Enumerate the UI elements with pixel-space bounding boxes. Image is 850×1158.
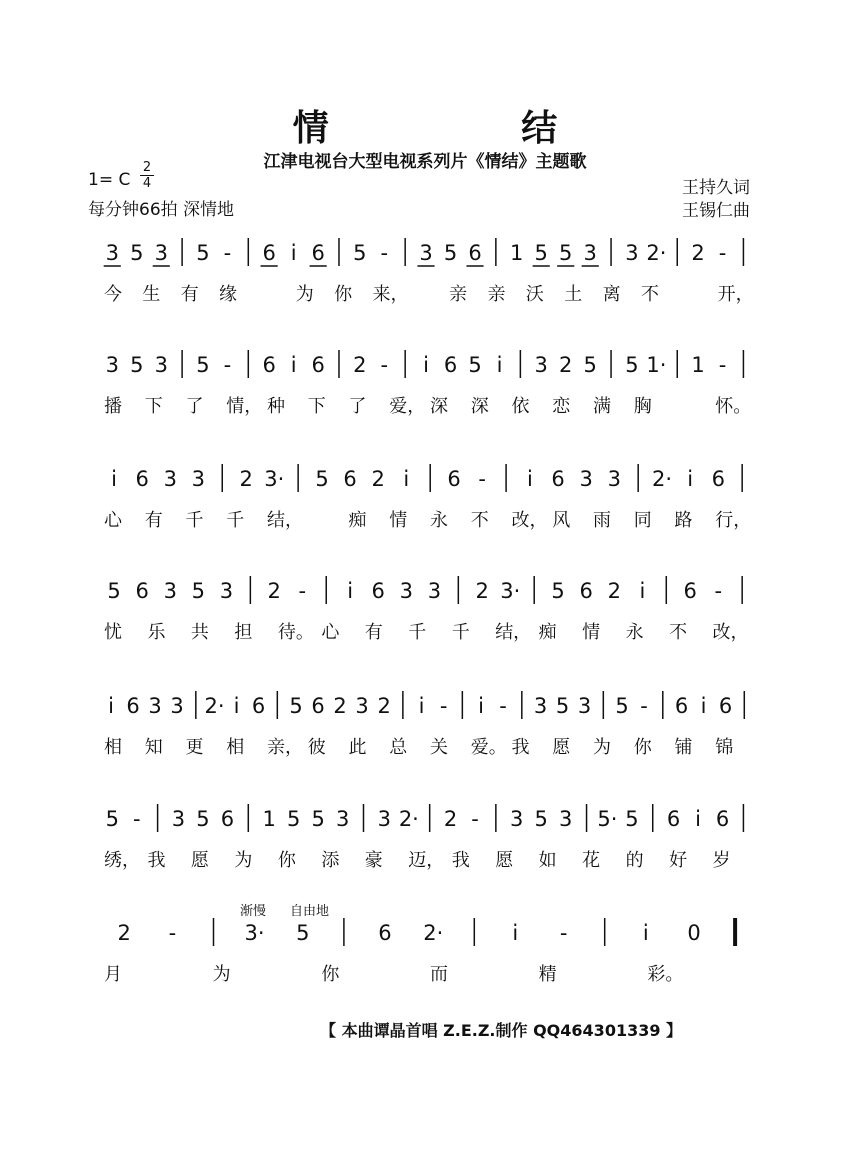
note: i (639, 579, 646, 603)
note: 1 (262, 807, 276, 831)
lyric-syllable: 下 (144, 396, 163, 417)
note: 5 (311, 807, 325, 831)
note: i (496, 353, 503, 377)
note: 2· (398, 807, 419, 831)
lyric-syllable: 为 (234, 850, 253, 871)
note: 3 (377, 807, 392, 831)
note: 2· (423, 921, 444, 945)
note: 1 (510, 241, 524, 265)
note: 6 (262, 241, 276, 265)
lyric-syllable: 痴 (348, 510, 367, 531)
note: 5 (315, 467, 329, 491)
note: 3 (105, 353, 119, 377)
note: 3· (500, 579, 521, 603)
note: 3 (171, 807, 186, 831)
note: 3 (335, 807, 350, 831)
lyric-syllable: 播 (104, 396, 122, 417)
note: 5 (196, 353, 210, 377)
lyric-syllable: 彼 (307, 737, 326, 758)
lyric-syllable: 情 (582, 622, 601, 643)
lyric-syllable: 共 (190, 622, 209, 643)
lyric-syllable: 千 (226, 510, 245, 531)
note: 1 (691, 353, 705, 377)
note: 5 (583, 353, 597, 377)
lyric-syllable: 添 (321, 850, 340, 871)
note: - (499, 694, 507, 718)
lyric-syllable: 为 (212, 964, 231, 985)
lyric-syllable: 沃 (525, 284, 544, 305)
lyric-syllable: 开， (717, 284, 754, 305)
lyric-syllable: 雨 (593, 510, 611, 531)
lyric-syllable: 不 (669, 622, 688, 643)
note: 6 (718, 694, 733, 718)
lyric-syllable: 来， (372, 284, 409, 305)
note: 6 (674, 694, 689, 718)
lyric-syllable: 不 (640, 284, 659, 305)
note: 3 (163, 467, 177, 491)
note: 3 (191, 467, 206, 491)
lyric-syllable: 永 (625, 622, 644, 643)
lyric-syllable: 岁 (712, 850, 731, 871)
note: 2· (652, 467, 673, 491)
lyricist-credit: 王持久词 (682, 178, 750, 198)
note: 2 (607, 579, 621, 603)
note: 5 (625, 807, 639, 831)
note: 5 (286, 807, 301, 831)
tempo-marking: 每分钟66拍 深情地 (88, 200, 235, 220)
note: 3 (579, 467, 593, 491)
lyric-syllable: 而 (430, 964, 448, 985)
note: 2· (646, 241, 667, 265)
lyric-syllable: 忧 (104, 622, 122, 643)
note: i (418, 694, 425, 718)
note: 6 (126, 694, 140, 718)
lyric-syllable: 离 (602, 284, 621, 305)
note: 6 (711, 467, 725, 491)
ritardando-marking: 渐慢 (240, 904, 267, 919)
lyric-syllable: 待。 (277, 622, 314, 643)
note: 5 (615, 694, 629, 718)
note: 6 (135, 467, 149, 491)
note: 5 (289, 694, 303, 718)
lyric-syllable: 关 (430, 737, 448, 758)
note: 5 (551, 579, 565, 603)
note: - (380, 241, 389, 265)
lyric-syllable: 路 (674, 510, 693, 531)
note: - (718, 353, 727, 377)
note: 2 (475, 579, 489, 603)
note: i (290, 241, 297, 265)
note: 5 (296, 921, 310, 945)
lyric-syllable: 风 (552, 510, 571, 531)
song-title: 情 结 (292, 108, 648, 149)
note: 3 (105, 241, 119, 265)
note: 5· (597, 807, 618, 831)
note: 5 (534, 241, 548, 265)
note: 5 (353, 241, 367, 265)
note: 3· (264, 467, 285, 491)
lyric-syllable: 亲， (267, 737, 303, 758)
lyric-syllable: 相 (104, 737, 122, 758)
credits-footer: 【 本曲谭晶首唱 Z.E.Z.制作 QQ464301339 】 (320, 1021, 683, 1040)
lyric-syllable: 绣， (104, 850, 140, 871)
lyric-syllable: 亲 (487, 284, 506, 305)
note: 3 (559, 807, 573, 831)
note: 3 (577, 694, 592, 718)
lyric-syllable: 乐 (147, 622, 166, 643)
note: - (132, 807, 141, 831)
note: 6 (311, 694, 325, 718)
note: i (695, 807, 701, 831)
lyric-syllable: 更 (185, 737, 204, 758)
lyric-syllable: 千 (185, 510, 204, 531)
note: - (223, 241, 232, 265)
lyric-syllable: 心 (104, 510, 122, 531)
note: 6 (262, 353, 276, 377)
note: 5 (196, 807, 210, 831)
note: 3 (154, 353, 168, 377)
lyric-syllable: 恋 (552, 396, 571, 417)
note: i (233, 694, 240, 718)
lyric-syllable: 缘 (219, 284, 238, 305)
lyric-syllable: 深 (430, 396, 448, 417)
lyric-syllable: 行， (715, 510, 752, 531)
lyric-syllable: 锦 (715, 737, 734, 758)
note: i (478, 694, 484, 718)
lyric-syllable: 月 (104, 964, 122, 985)
lyric-syllable: 知 (144, 737, 163, 758)
lyric-syllable: 情， (226, 396, 263, 417)
note: 6 (683, 579, 697, 603)
note: 5 (555, 694, 570, 718)
lyric-syllable: 精 (538, 964, 557, 985)
lyric-syllable: 不 (470, 510, 489, 531)
note: 6 (343, 467, 357, 491)
note: 6 (579, 579, 593, 603)
note: - (718, 241, 727, 265)
lyric-syllable: 好 (669, 850, 688, 871)
note: 6 (447, 467, 461, 491)
note: 5 (534, 807, 548, 831)
note: i (290, 353, 297, 377)
note: - (439, 694, 448, 718)
key-signature: 1= C (88, 170, 131, 190)
note: 2· (204, 694, 225, 718)
note: 3 (355, 694, 369, 718)
lyric-syllable: 你 (277, 850, 296, 871)
note: 3 (399, 579, 414, 603)
lyric-syllable: 改， (712, 622, 749, 643)
note: 5 (191, 579, 206, 603)
lyric-syllable: 种 (267, 396, 285, 417)
note: - (168, 921, 177, 945)
note: 2 (443, 807, 458, 831)
note: i (403, 467, 410, 491)
lyric-syllable: 生 (142, 284, 161, 305)
note: 2 (377, 694, 391, 718)
note: 6 (371, 579, 385, 603)
note: 5 (468, 353, 482, 377)
note: - (559, 921, 568, 945)
lyric-syllable: 痴 (538, 622, 557, 643)
lyric-syllable: 愿 (552, 737, 571, 758)
lyric-syllable: 千 (408, 622, 427, 643)
note: i (527, 467, 533, 491)
time-signature-bottom: 4 (142, 176, 152, 191)
lyric-syllable: 你 (321, 964, 340, 985)
lyric-syllable: 有 (364, 622, 383, 643)
lyric-syllable: 为 (593, 737, 611, 758)
note: 2 (559, 353, 573, 377)
lyric-syllable: 此 (348, 737, 367, 758)
note: - (298, 579, 307, 603)
note: 6 (551, 467, 565, 491)
note: - (714, 579, 723, 603)
lyric-syllable: 心 (321, 622, 340, 643)
lyric-syllable: 的 (625, 850, 644, 871)
lyric-syllable: 为 (295, 284, 314, 305)
note: i (687, 467, 694, 491)
note: 2 (353, 353, 367, 377)
note: 3 (533, 694, 548, 718)
lyric-syllable: 怀。 (715, 396, 752, 417)
lyric-syllable: 愿 (190, 850, 209, 871)
lyric-syllable: 我 (511, 737, 530, 758)
note: 5 (107, 579, 121, 603)
note: - (223, 353, 232, 377)
note: - (380, 353, 389, 377)
note: 2 (333, 694, 347, 718)
note: i (642, 921, 649, 945)
note: 5 (559, 241, 573, 265)
note: 6 (311, 241, 325, 265)
note: 2 (371, 467, 385, 491)
lyric-syllable: 改， (511, 510, 548, 531)
lyric-syllable: 千 (451, 622, 470, 643)
note: i (700, 694, 707, 718)
song-subtitle: 江津电视台大型电视系列片《情结》主题歌 (263, 152, 587, 172)
lyric-syllable: 了 (348, 396, 367, 417)
note: 6 (378, 921, 392, 945)
note: 6 (220, 807, 235, 831)
note: 3 (148, 694, 162, 718)
lyric-syllable: 胸 (633, 396, 652, 417)
lyric-syllable: 相 (226, 737, 245, 758)
note: 3· (244, 921, 265, 945)
note: 2 (239, 467, 253, 491)
note: 3 (219, 579, 234, 603)
note: 5 (443, 241, 458, 265)
ad-libitum-marking: 自由地 (290, 904, 330, 919)
lyric-syllable: 今 (104, 284, 122, 305)
lyric-syllable: 结， (495, 622, 532, 643)
lyric-syllable: 有 (144, 510, 163, 531)
lyric-syllable: 爱。 (470, 737, 507, 758)
lyric-syllable: 情 (389, 510, 408, 531)
note: 3 (170, 694, 184, 718)
note: i (111, 467, 117, 491)
note: 3 (163, 579, 177, 603)
lyric-syllable: 我 (147, 850, 166, 871)
note: 0 (687, 921, 701, 945)
note: 2 (267, 579, 281, 603)
composer-credit: 王锡仁曲 (682, 201, 750, 221)
note: i (423, 353, 429, 377)
note: 5 (105, 807, 119, 831)
lyric-syllable: 我 (451, 850, 470, 871)
note: 6 (311, 353, 325, 377)
note: 3 (534, 353, 548, 377)
note: 6 (135, 579, 149, 603)
note: 3 (427, 579, 442, 603)
lyric-syllable: 深 (470, 396, 489, 417)
lyric-syllable: 有 (180, 284, 199, 305)
lyric-syllable: 花 (582, 850, 601, 871)
lyric-syllable: 迈， (408, 850, 445, 871)
lyric-syllable: 你 (633, 737, 652, 758)
lyric-syllable: 亲 (449, 284, 468, 305)
note: 6 (468, 241, 482, 265)
note: 3 (510, 807, 524, 831)
note: 1· (646, 353, 667, 377)
lyric-syllable: 下 (307, 396, 326, 417)
note: - (471, 807, 479, 831)
lyric-syllable: 爱， (389, 396, 426, 417)
lyric-syllable: 永 (430, 510, 448, 531)
lyric-syllable: 总 (389, 737, 408, 758)
note: 3 (419, 241, 433, 265)
note: 6 (251, 694, 266, 718)
note: 3 (154, 241, 168, 265)
lyric-syllable: 担 (234, 622, 253, 643)
lyric-syllable: 如 (538, 850, 557, 871)
lyric-syllable: 铺 (674, 737, 693, 758)
note: 6 (715, 807, 730, 831)
note: 3 (583, 241, 597, 265)
note: i (108, 694, 114, 718)
lyric-syllable: 豪 (364, 850, 383, 871)
lyric-syllable: 你 (334, 284, 353, 305)
note: i (512, 921, 519, 945)
lyric-syllable: 愿 (495, 850, 514, 871)
lyric-syllable: 依 (511, 396, 530, 417)
lyric-syllable: 同 (633, 510, 652, 531)
note: 5 (625, 353, 639, 377)
note: 6 (443, 353, 458, 377)
note: 2 (117, 921, 131, 945)
note: 2 (691, 241, 705, 265)
lyric-syllable: 土 (564, 284, 583, 305)
time-signature-top: 2 (142, 160, 152, 175)
note: i (347, 579, 354, 603)
note: 3 (625, 241, 639, 265)
lyric-syllable: 满 (593, 396, 611, 417)
note: - (478, 467, 486, 491)
note: 6 (666, 807, 681, 831)
note: 5 (196, 241, 210, 265)
note: - (640, 694, 648, 718)
note: 5 (130, 353, 144, 377)
note: 3 (607, 467, 621, 491)
note: 5 (130, 241, 144, 265)
lyric-syllable: 了 (185, 396, 204, 417)
lyric-syllable: 彩。 (647, 964, 684, 985)
lyric-syllable: 结， (267, 510, 303, 531)
